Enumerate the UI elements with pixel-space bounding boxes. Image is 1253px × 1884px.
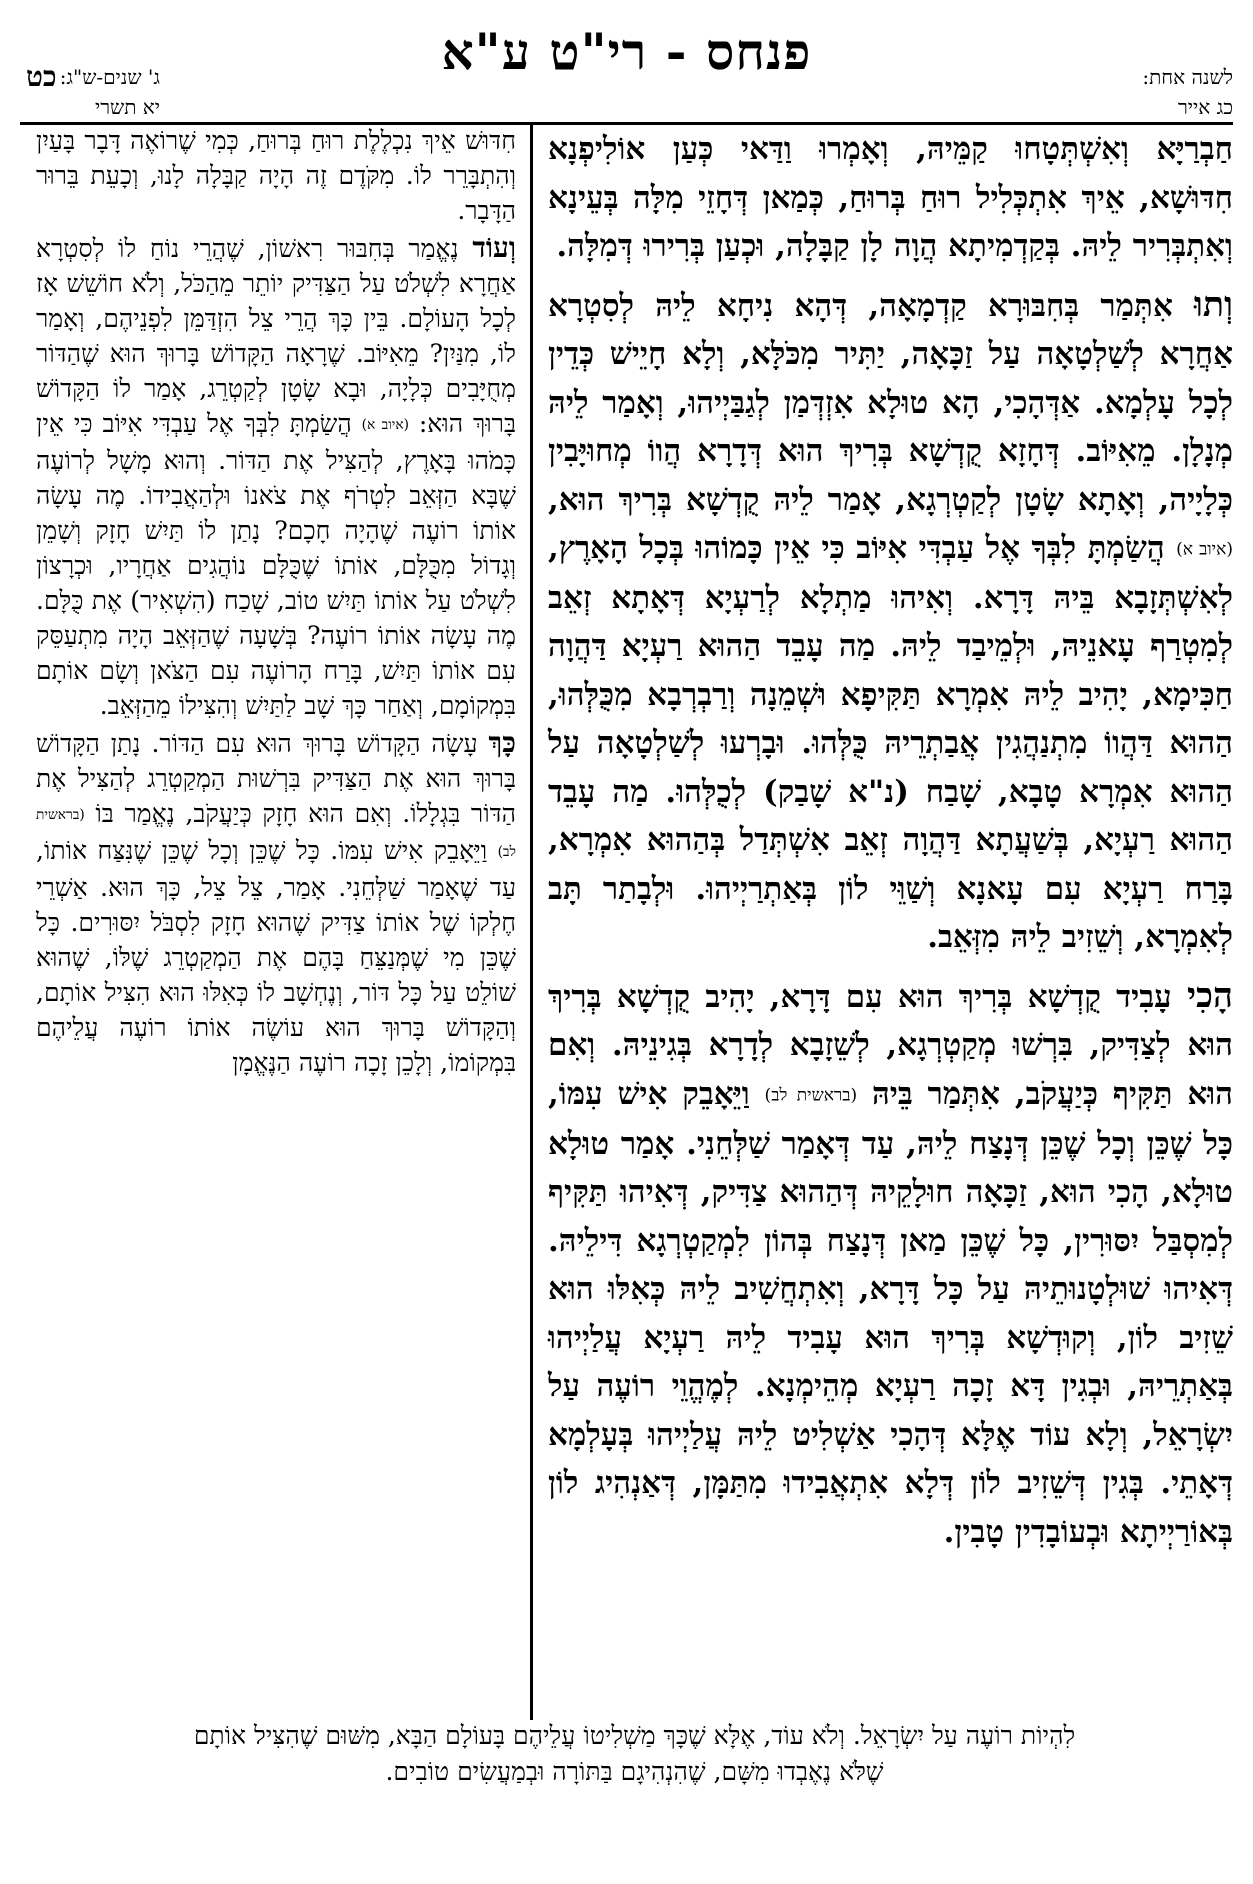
one-year-label: לשנה אחת:: [1142, 65, 1233, 89]
verse-reference: (בראשית לב): [764, 1085, 858, 1105]
page-number: כט: [26, 60, 57, 93]
footer-line: שֶׁלֹּא נֶאֶבְדוּ מִשָּׁם, שֶׁהִנְהִיגָם בַּתּוֹרָה וּבְמַעֲשִׂים טוֹבִים.: [385, 1757, 884, 1786]
main-paragraph: וְתוּ אִתְּמַר בְּחִבּוּרָא קַדְמָאָה, דְּהָא נִיחָא לֵיהּ לְסִטְרָא אַחֲרָא לְשַׁלְטָאָה עַל זַכָּאָה, יַתִּיר מִכֹּלָּא, וְלָא חָיֵישׁ כְּדֵין לְכָל עָלְמָא. אַדְּהָכִי, הָא טוּלָא אִזְדְּמַן לְגַבַּיְיהוּ, וְאָמַר לֵיהּ מְנָלָן. מֵאִיּוֹב. דְּחָזָא קֻדְשָׁא בְּרִיךְ הוּא דְּדָרָא הֲווֹ מְחוּיָּבִין כְּלָיָיה, וְאָתָא שָׂטָן לְקַטְרְגָא, אָמַר לֵיהּ קֻדְשָׁא בְּרִיךְ הוּא, (איוב א) הֲשַׂמְתָּ לִבְּךָ אֶל עַבְדִּי אִיּוֹב כִּי אֵין כָּמוֹהוּ בְּכָל הָאָרֶץ, לְאִשְׁתְּזָבָא בֵּיהּ דָּרָא. וְאִיהוּ מַתְלָא לְרַעְיָא דְּאָתָא זְאֵב לְמִטְרַף עָאנֵיהּ, וּלְמֵיבַד לֵיהּ. מַה עָבֵד הַהוּא רַעְיָא דַּהֲוָה חַכִּימָא, יָהִיב לֵיהּ אִמְרָא תַּקִּיפָא וּשְׁמֵנָה וְרַבְרְבָא מִכֻּלְּהוּ, הַהוּא דַּהֲווֹ מִתְנַהֲגִין אֲבַתְרֵיהּ כֻּלְּהוּ. וּבָרְעוּ לְשַׁלְטָאָה עַל הַהוּא אִמְרָא טָבָא, שָׁבַח (נ"א שָׁבַק) לְכֻלְּהוּ. מַה עָבֵד הַהוּא רַעְיָא, בְּשַׁעֲתָא דַּהֲוָה זְאֵב אִשְׁתְּדַל בְּהַהוּא אִמְרָא, בָּרַח רַעְיָא עִם עָאנָא וְשַׁוֵּי לוֹן בְּאַתְרַיְיהוּ. וּלְבָתַר תָּב לְאִמְרָא, וְשֵׁזִיב לֵיהּ מִזְּאֵב.: [548, 283, 1233, 956]
verse-reference: (איוב א): [361, 417, 409, 433]
hebrew-translation-column: [36, 123, 516, 1723]
one-year-date: כג אייר: [1177, 95, 1233, 119]
paragraph-lead-word: וְתוּ: [1194, 283, 1233, 325]
column-divider: [530, 125, 533, 1720]
side-paragraph: כָּךְ עָשָׂה הַקָּדוֹשׁ בָּרוּךְ הוּא עִם הַדּוֹר. נָתַן הַקָּדוֹשׁ בָּרוּךְ הוּא אֶת הַצַּדִּיק בִּרְשׁוּת הַמְקַטְרֵג לְהַצִּיל אֶת הַדּוֹר בִּגְלָלוֹ. וְאִם הוּא חָזָק כְּיַעֲקֹב, נֶאֱמַר בּוֹ (בראשית לב) וַיֵּאָבֵק אִישׁ עִמּוֹ. כָּל שֶׁכֵּן וְכָל שֶׁכֵּן שֶׁנִּצַּח אוֹתוֹ, עַד שֶׁאָמַר שַׁלְּחֵנִי. אָמַר, צֵל צֵל, כָּךְ הוּא. אַשְׁרֵי חֶלְקוֹ שֶׁל אוֹתוֹ צַדִּיק שֶׁהוּא חָזָק לִסְבֹּל יִסּוּרִים. כָּל שֶׁכֵּן מִי שֶׁמְּנַצֵּחַ בָּהֶם אֶת הַמְקַטְרֵג שֶׁלּוֹ, שֶׁהוּא שׁוֹלֵט עַל כָּל דּוֹר, וְנֶחְשָׁב לוֹ כְּאִלּוּ הוּא הִצִּיל אוֹתָם, וְהַקָּדוֹשׁ בָּרוּךְ הוּא עוֹשֶׂה אוֹתוֹ רוֹעֶה עֲלֵיהֶם בִּמְקוֹמוֹ, וְלָכֵן זָכָה רוֹעֶה הַנֶּאֱמָן: [36, 726, 516, 1077]
three-year-date: יא תשרי: [94, 95, 160, 119]
side-paragraph: וְעוֹד נֶאֱמַר בְּחִבּוּר רִאשׁוֹן, שֶׁהֲרֵי נוֹחַ לוֹ לְסִטְרָא אַחֲרָא לִשְׁלֹט עַל הַצַּדִּיק יוֹתֵר מֵהַכֹּל, וְלֹא חוֹשֵׁשׁ אָז לְכָל הָעוֹלָם. בֵּין כָּךְ הֲרֵי צֵל הִזְדַּמֵּן לִפְנֵיהֶם, וְאָמַר לוֹ, מִנַּיִן? מֵאִיּוֹב. שֶׁרָאָה הַקָּדוֹשׁ בָּרוּךְ הוּא שֶׁהַדּוֹר מְחֻיָּבִים כְּלָיָה, וּבָא שָׂטָן לְקַטְרֵג, אָמַר לוֹ הַקָּדוֹשׁ בָּרוּךְ הוּא: (איוב א) הֲשַׂמְתָּ לִבְּךָ אֶל עַבְדִּי אִיּוֹב כִּי אֵין כָּמֹהוּ בָּאָרֶץ, לְהַצִּיל אֶת הַדּוֹר. וְהוּא מָשָׁל לְרוֹעֶה שֶׁבָּא הַזְּאֵב לִטְרֹף אֶת צֹאנוֹ וּלְהַאֲבִידוֹ. מֶה עָשָׂה אוֹתוֹ רוֹעֶה שֶׁהָיָה חָכָם? נָתַן לוֹ תַּיִשׁ חָזָק וְשָׁמֵן וְגָדוֹל מִכֻּלָּם, אוֹתוֹ שֶׁכֻּלָּם נוֹהֲגִים אַחֲרָיו, וּכְרָצוֹן לִשְׁלֹט עַל אוֹתוֹ תַּיִשׁ טוֹב, שָׁכַח (הִשְׁאִיר) אֶת כֻּלָּם. מֶה עָשָׂה אוֹתוֹ רוֹעֶה? בְּשָׁעָה שֶׁהַזְּאֵב הָיָה מִתְעַסֵּק עִם אוֹתוֹ תַּיִשׁ, בָּרַח הָרוֹעֶה עִם הַצֹּאן וְשָׂם אוֹתָם בִּמְקוֹמָם, וְאַחַר כָּךְ שָׁב לַתַּיִשׁ וְהִצִּילוֹ מֵהַזְּאֵב.: [36, 231, 516, 720]
three-year-label: ג' שנים-ש"ג:: [59, 65, 160, 89]
footer-line: לִהְיוֹת רוֹעֶה עַל יִשְׂרָאֵל. וְלֹא עוֹד, אֶלָּא שֶׁכָּךְ מַשְׁלִיטוֹ עֲלֵיהֶם בָּעוֹלָם הַבָּא, מִשּׁוּם שֶׁהִצִּיל אוֹתָם: [193, 1721, 1076, 1750]
side-paragraph: חִדּוּשׁ אֵיךְ נִכְלֶלֶת רוּחַ בְּרוּחַ, כְּמִי שֶׁרוֹאֶה דָּבָר בָּעַיִן וְהִתְבָּרֵר לוֹ. מִקֹּדֶם זֶה הָיָה קַבָּלָה לָנוּ, וְכָעֵת בֵּרוּר הַדָּבָר.: [36, 126, 516, 225]
main-paragraph: חַבְרַיָּא וְאִשְׁתְּטָחוּ קַמֵּיהּ, וְאָמְרוּ וַדַּאי כְּעַן אוֹלִיפְנָא חִדּוּשָׁא, אֵיךְ אִתְכְּלִיל רוּחַ בְּרוּחַ, כְּמַאן דְּחָזֵי מִלָּה בְּעֵינָא וְאִתְבְּרִיר לֵיהּ. בְּקַדְמִיתָא הֲוָה לָן קַבָּלָה, וּכְעַן בְּרִירוּ דְּמִלָּה.: [548, 131, 1233, 264]
main-paragraph: הָכִי עָבִיד קֻדְשָׁא בְּרִיךְ הוּא עִם דָּרָא, יָהִיב קֻדְשָׁא בְּרִיךְ הוּא לְצַדִּיק, בִּרְשׁוּ מְקַטְרְגָא, לְשֵׁזָבָא לְדָרָא בְּגִינֵיהּ. וְאִם הוּא תַּקִּיף כְּיַעֲקֹב, אִתְּמַר בֵּיהּ (בראשית לב) וַיֵּאָבֵק אִישׁ עִמּוֹ, כָּל שֶׁכֵּן וְכָל שֶׁכֵּן דְּנָצַח לֵיהּ, עַד דְּאָמַר שַׁלְּחֵנִי. אָמַר טוּלָא טוּלָא, הָכִי הוּא, זַכָּאָה חוּלָקֵיהּ דְּהַהוּא צַדִּיק, דְּאִיהוּ תַּקִּיף לְמִסְבַּל יִסּוּרִין, כָּל שֶׁכֵּן מַאן דְּנָצַח בְּהוֹן לִמְקַטְרְגָא דִּילֵיהּ. דְּאִיהוּ שׁוּלְטָנוּתֵיהּ עַל כָּל דָּרָא, וְאִתְחֲשִׁיב לֵיהּ כְּאִלּוּ הוּא שֵׁזִיב לוֹן, וְקוּדְשָׁא בְּרִיךְ הוּא עָבִיד לֵיהּ רַעְיָא עֲלַיְיהוּ בְּאַתְרֵיהּ, וּבְגִין דָּא זָכָה רַעְיָא מְהֵימְנָא. לְמֶהֱוֵי רוֹעֶה עַל יִשְׂרָאֵל, וְלָא עוֹד אֶלָּא דְּהָכִי אַשְׁלִיט לֵיהּ עֲלַיְיהוּ בְּעָלְמָא דְּאָתֵי. בְּגִין דְּשֵׁזִיב לוֹן דְּלָא אִתְאֲבִידוּ מִתַּמָּן, דְּאַנְהִיג לוֹן בְּאוֹרַיְיתָא וּבְעוֹבָדִין טָבִין.: [548, 974, 1233, 1550]
paragraph-lead-word: וְעוֹד: [472, 231, 516, 264]
page-title: פנחס - רי"ט ע"א: [441, 22, 812, 81]
aramaic-text-column: [548, 125, 1233, 1645]
paragraph-lead-word: הָכִי: [1186, 974, 1233, 1016]
one-year-schedule: [1142, 62, 1233, 122]
paragraph-lead-word: כָּךְ: [488, 726, 516, 759]
footer-text: [36, 1718, 1233, 1838]
verse-reference: (בראשית לב): [36, 807, 516, 860]
verse-reference: (איוב א): [1176, 539, 1233, 560]
page-header: [0, 0, 1253, 119]
